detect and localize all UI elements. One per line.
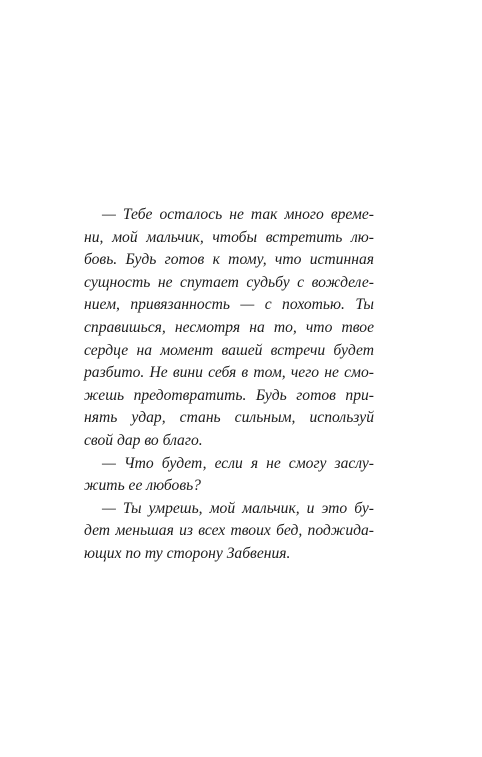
text-line: нием, привязанность — с похотью. Ты	[84, 296, 374, 314]
text-line: — Что будет, если я не смогу заслу-	[102, 454, 374, 472]
text-line: нять удар, стань сильным, используй	[84, 409, 374, 427]
text-line: справишься, несмотря на то, что твое	[84, 318, 374, 336]
text-line: — Ты умрешь, мой мальчик, и это бу-	[102, 499, 374, 517]
text-line: жить ее любовь?	[84, 477, 201, 495]
text-line: бовь. Будь готов к тому, что истинная	[84, 251, 374, 269]
text-line: разбито. Не вини себя в том, чего не смо-	[84, 364, 374, 382]
text-line: ющих по ту сторону Забвения.	[84, 544, 291, 562]
dialogue-text	[84, 204, 374, 566]
text-line: сердце на момент вашей встречи будет	[84, 341, 374, 359]
text-line: сущность не спутает судьбу с вожделе-	[84, 273, 374, 291]
paragraph	[84, 204, 374, 453]
text-line: жешь предотвратить. Будь готов при-	[84, 386, 374, 404]
text-line: свой дар во благо.	[84, 431, 203, 449]
paragraph	[84, 498, 374, 566]
text-line: — Тебе осталось не так много време-	[102, 206, 374, 223]
paragraph	[84, 453, 374, 498]
text-line: дет меньшая из всех твоих бед, поджида-	[84, 522, 374, 540]
text-line: ни, мой мальчик, чтобы встретить лю-	[84, 228, 374, 246]
